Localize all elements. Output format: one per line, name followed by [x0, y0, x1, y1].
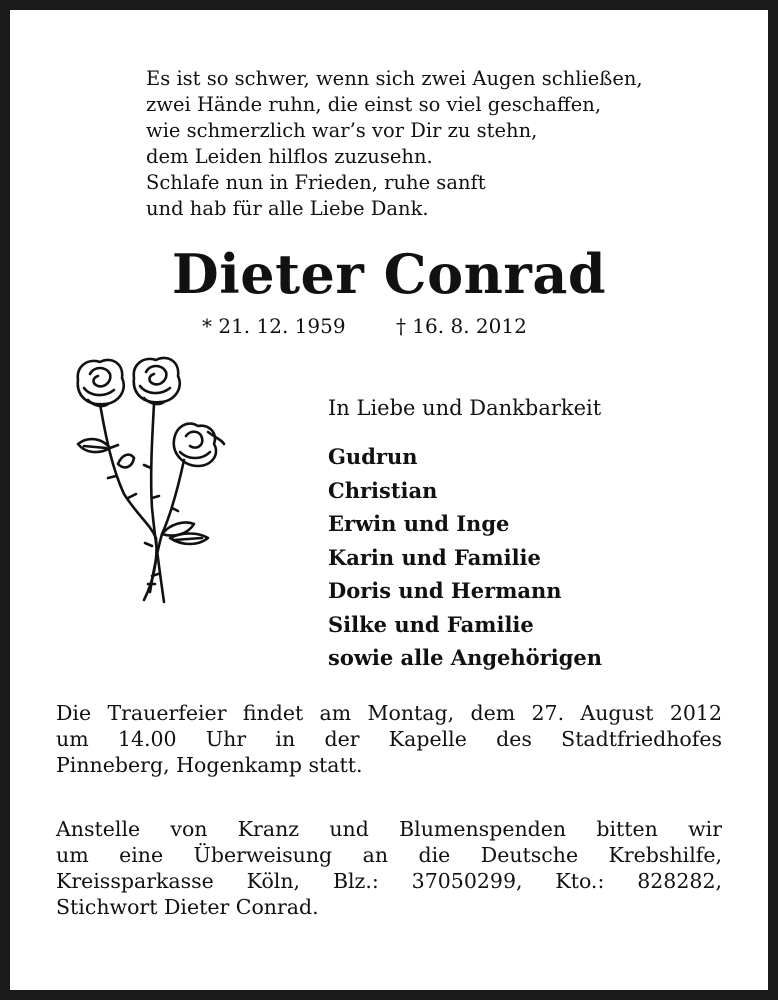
poem-line: und hab für alle Liebe Dank.	[146, 197, 429, 220]
roses-icon	[58, 348, 228, 608]
life-dates	[202, 314, 527, 338]
paragraph-line: um eine Überweisung an die Deutsche Krebshilfe,	[56, 843, 722, 867]
paragraph-line: Anstelle von Kranz und Blumenspenden bitten wir	[56, 817, 722, 841]
mourner-name: Silke und Familie	[328, 611, 534, 637]
mourner-name: Erwin und Inge	[328, 511, 510, 536]
paragraph-line: Die Trauerfeier findet am Montag, dem 27. August 2012	[56, 701, 722, 725]
mourners-list	[328, 440, 602, 675]
paragraph-line: Stichwort Dieter Conrad.	[56, 895, 319, 919]
poem	[146, 66, 643, 222]
death-date: † 16. 8. 2012	[395, 314, 527, 338]
poem-line: Es ist so schwer, wenn sich zwei Augen schließen,	[146, 67, 643, 90]
paragraph-line: Pinneberg, Hogenkamp statt.	[56, 753, 363, 777]
poem-line: dem Leiden hilflos zuzusehn.	[146, 145, 433, 168]
mourner-name: Doris und Hermann	[328, 578, 562, 603]
paragraph-line: Kreissparkasse Köln, Blz.: 37050299, Kto.: 828282,	[56, 869, 722, 893]
mourner-name: Gudrun	[328, 444, 418, 469]
poem-line: Schlafe nun in Frieden, ruhe sanft	[146, 171, 486, 194]
deceased-name: Dieter Conrad	[171, 242, 607, 306]
poem-line: wie schmerzlich war’s vor Dir zu stehn,	[146, 119, 538, 142]
dedication-text: In Liebe und Dankbarkeit	[328, 396, 602, 420]
obituary-notice	[10, 10, 768, 990]
paragraph-line: um 14.00 Uhr in der Kapelle des Stadtfriedhofes	[56, 727, 722, 751]
birth-date: * 21. 12. 1959	[202, 314, 346, 338]
mourner-name: Karin und Familie	[328, 544, 541, 570]
mourner-name: sowie alle Angehörigen	[328, 645, 603, 670]
donation-paragraph	[56, 816, 722, 920]
funeral-service-paragraph	[56, 700, 722, 778]
mourner-name: Christian	[328, 477, 438, 503]
poem-line: zwei Hände ruhn, die einst so viel geschaffen,	[146, 93, 602, 116]
